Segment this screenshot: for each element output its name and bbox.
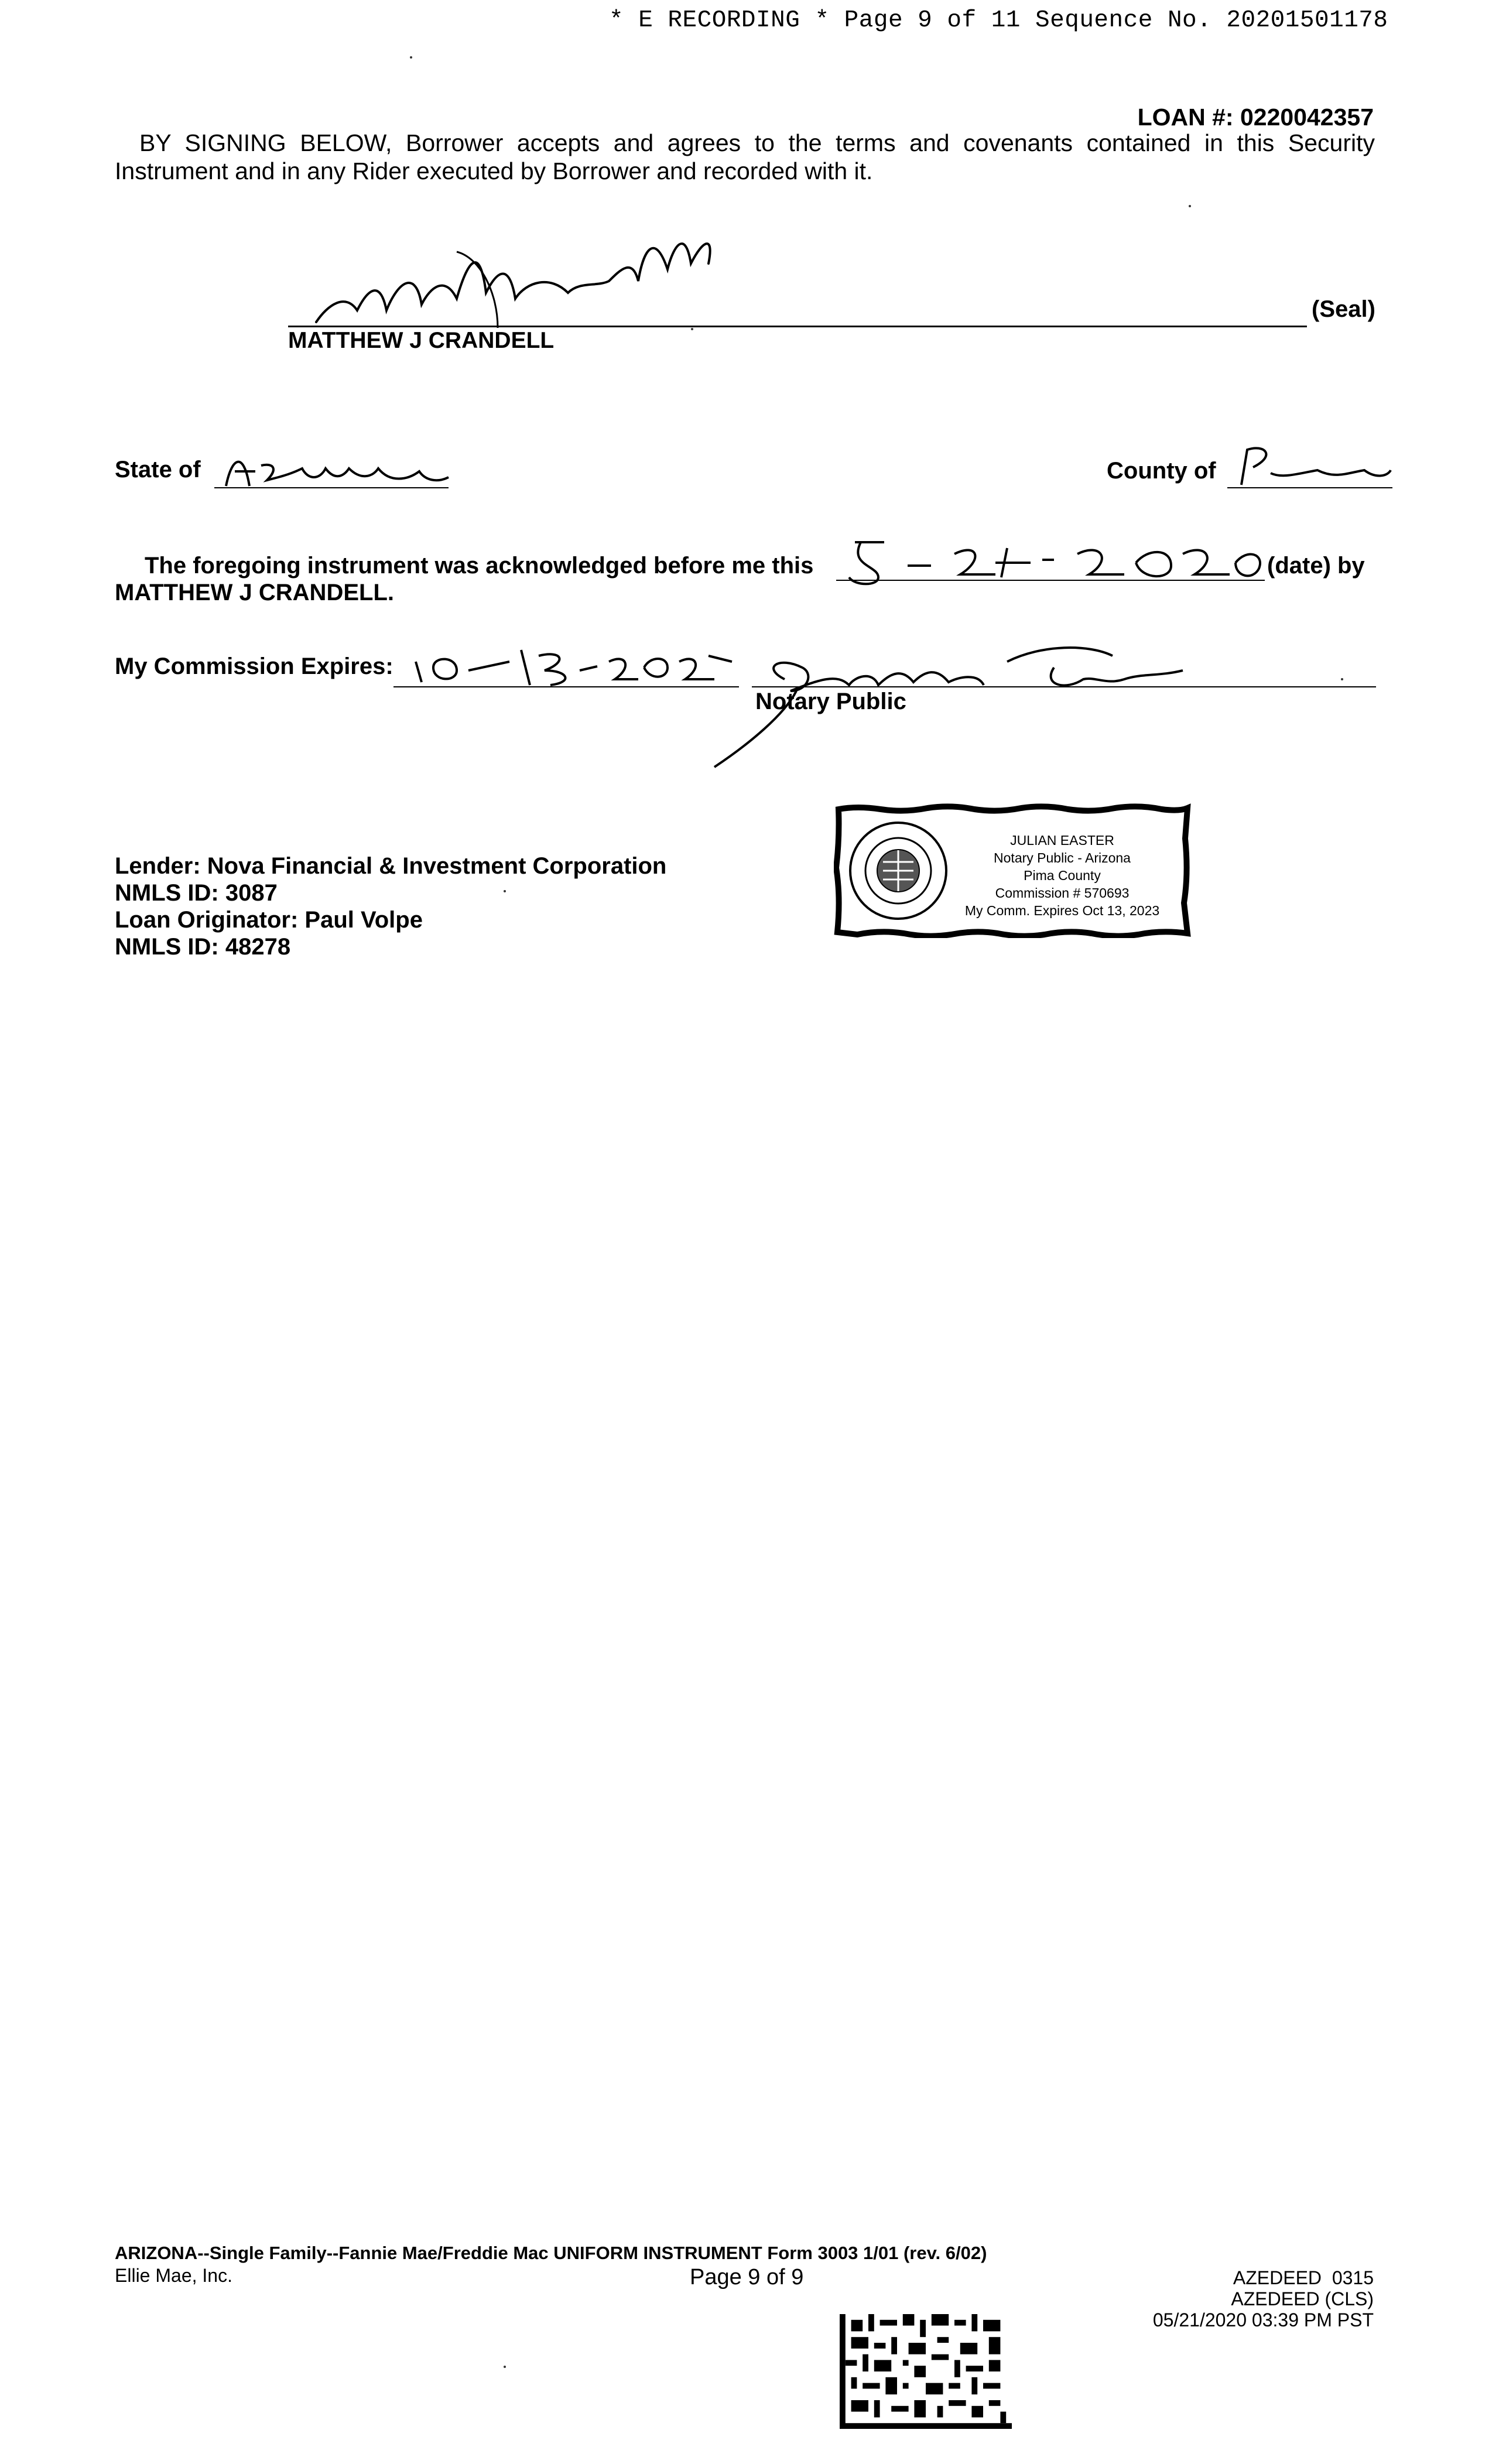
acknowledgment-text: The foregoing instrument was acknowledged before me this [145, 553, 814, 579]
borrower-signature-line [288, 326, 1307, 327]
borrower-name: MATTHEW J CRANDELL [288, 328, 555, 353]
scan-speck [691, 328, 693, 330]
ack-date-line [836, 580, 1265, 581]
state-line [214, 487, 449, 488]
page-number: Page 9 of 9 [690, 2265, 804, 2290]
scan-speck [1341, 678, 1343, 680]
footer-codes [1153, 2267, 1374, 2330]
scan-speck [410, 56, 412, 59]
print-timestamp: 05/21/2020 03:39 PM PST [1152, 2309, 1374, 2330]
borrower-signature [304, 223, 726, 334]
stamp-text [945, 831, 1179, 919]
county-label: County of [1107, 458, 1216, 484]
signing-paragraph: BY SIGNING BELOW, Borrower accepts and agrees to the terms and covenants contained in this Security Instrument and in any Rider executed by Borrower and recorded with it. [115, 129, 1375, 184]
form-code-2: AZEDEED (CLS) [1231, 2288, 1374, 2309]
scan-speck [1189, 205, 1191, 207]
company-name: Ellie Mae, Inc. [115, 2265, 232, 2286]
stamp-title: Notary Public - Arizona [994, 850, 1131, 865]
recording-header: * E RECORDING * Page 9 of 11 Sequence No. 20201501178 [609, 7, 1388, 34]
loan-number: LOAN #: 0220042357 [1137, 104, 1374, 131]
form-code-1: AZEDEED 0315 [1233, 2267, 1374, 2288]
county-handwriting [1230, 438, 1394, 491]
loan-originator: Loan Originator: Paul Volpe [115, 907, 423, 933]
stamp-county: Pima County [1024, 868, 1101, 883]
seal-label: (Seal) [1312, 296, 1375, 322]
state-handwriting [220, 445, 454, 492]
notary-stamp [834, 803, 1192, 938]
commission-expires-label: My Commission Expires: [115, 653, 393, 679]
lender-name: Lender: Nova Financial & Investment Corporation [115, 853, 667, 879]
form-line: ARIZONA--Single Family--Fannie Mae/Freddie Mac UNIFORM INSTRUMENT Form 3003 1/01 (rev. 6/02) [115, 2243, 987, 2263]
acknowledged-name: MATTHEW J CRANDELL. [115, 580, 394, 605]
lender-info [115, 853, 666, 960]
scan-speck [504, 2366, 506, 2368]
scan-speck [504, 890, 506, 892]
state-label: State of [115, 457, 201, 482]
stamp-name: JULIAN EASTER [1010, 833, 1114, 848]
county-line [1227, 487, 1392, 488]
lender-nmls: NMLS ID: 3087 [115, 880, 278, 906]
barcode-icon [840, 2314, 1012, 2429]
date-by-label: (date) by [1267, 553, 1365, 579]
originator-nmls: NMLS ID: 48278 [115, 934, 291, 960]
stamp-commission: Commission # 570693 [995, 885, 1130, 901]
notary-signature-line [752, 686, 1376, 687]
stamp-expires: My Comm. Expires Oct 13, 2023 [964, 903, 1160, 918]
notary-public-label: Notary Public [755, 689, 906, 714]
